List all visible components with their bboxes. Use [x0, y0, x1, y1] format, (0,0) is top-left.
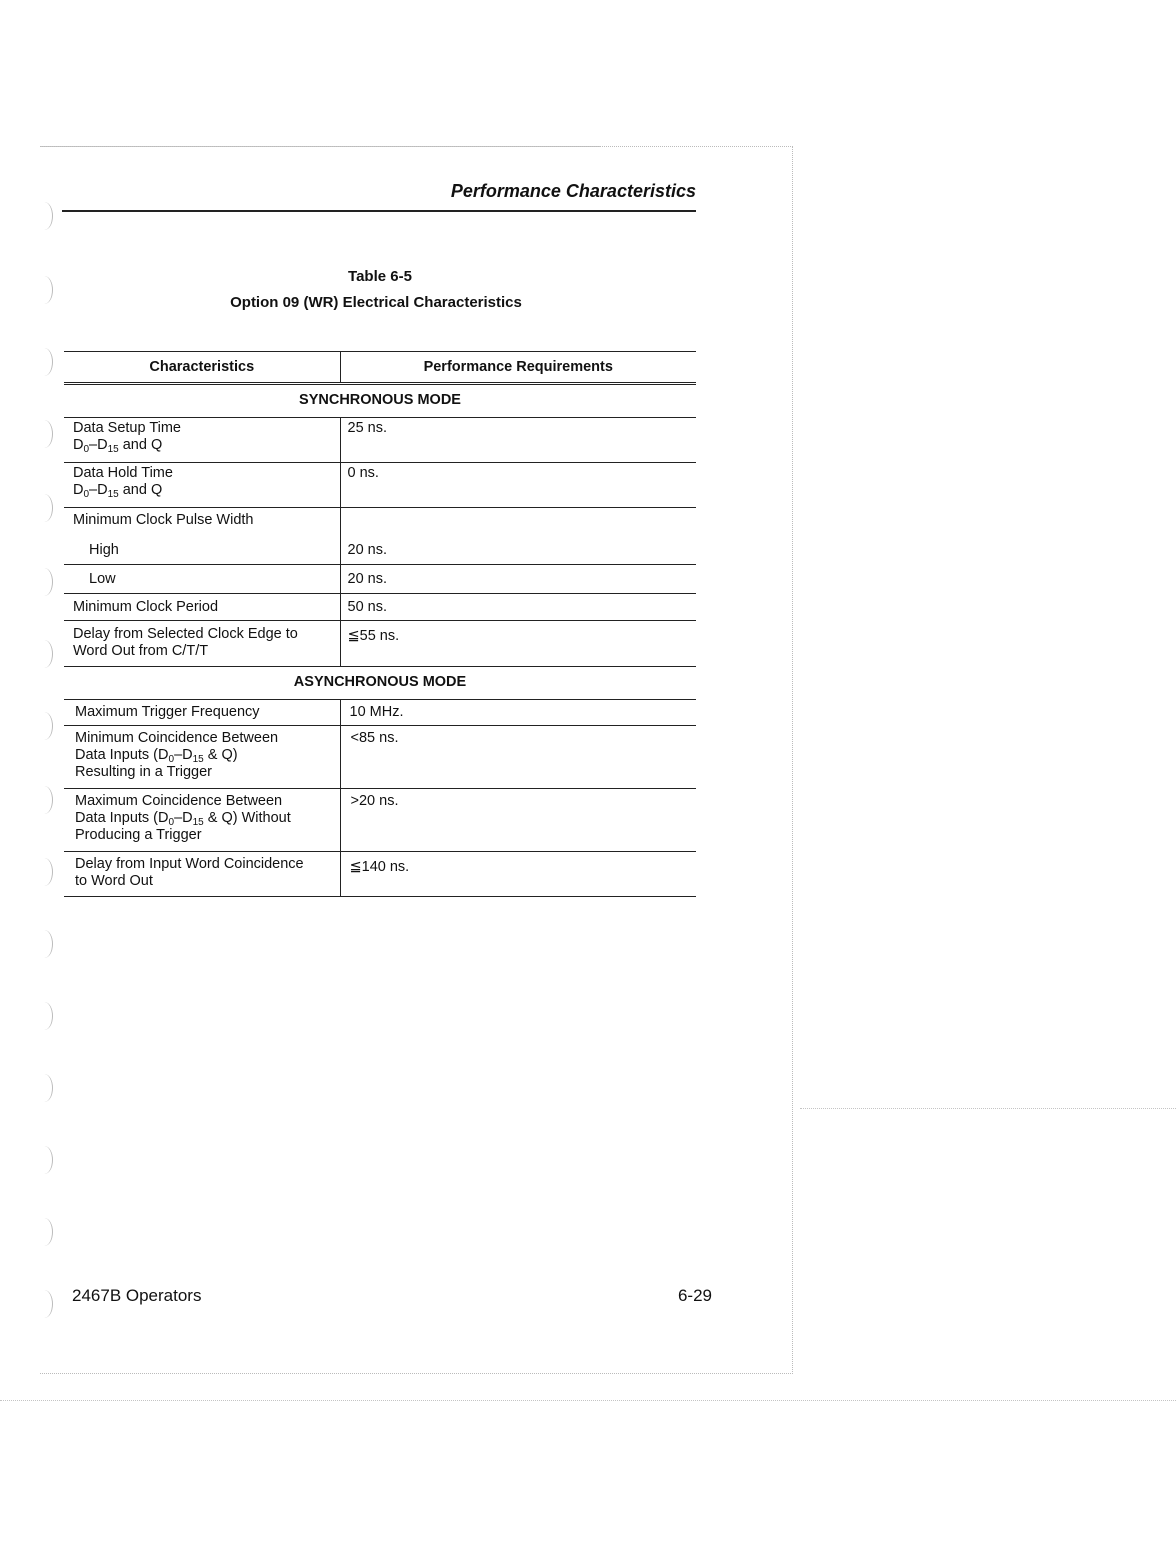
subscript: 0	[168, 817, 175, 828]
table-row	[64, 789, 696, 852]
char-text: D	[73, 482, 84, 498]
column-header-characteristics: Characteristics	[64, 352, 340, 384]
char-cell: Maximum Trigger Frequency	[64, 700, 340, 726]
binder-hole	[36, 1146, 53, 1174]
header-rule	[62, 210, 696, 212]
char-text: Producing a Trigger	[75, 827, 202, 843]
subscript: 0	[83, 444, 90, 455]
char-cell	[64, 418, 340, 463]
char-text: Delay from Input Word Coincidence	[75, 856, 304, 872]
footer-manual-title: 2467B Operators	[72, 1286, 202, 1305]
char-cell	[64, 789, 340, 852]
binder-hole	[36, 712, 53, 740]
binder-hole	[36, 1002, 53, 1030]
subscript: 0	[83, 489, 90, 500]
scan-edge-bottom	[0, 1400, 1176, 1401]
char-text: & Q) Without	[203, 810, 291, 826]
char-text: –D	[89, 437, 108, 453]
char-text: Resulting in a Trigger	[75, 764, 213, 780]
binder-hole	[36, 276, 53, 304]
char-text: D	[73, 437, 84, 453]
table-row	[64, 463, 696, 508]
subscript: 15	[107, 444, 119, 455]
binder-hole	[36, 858, 53, 886]
binder-hole	[36, 420, 53, 448]
req-cell	[340, 508, 696, 537]
char-text: Maximum Coincidence Between	[75, 793, 283, 809]
binder-hole	[36, 640, 53, 668]
char-cell: Minimum Clock Period	[64, 594, 340, 621]
char-text: –D	[174, 810, 193, 826]
table-row	[64, 565, 696, 594]
char-text: –D	[174, 747, 193, 763]
subscript: 0	[168, 754, 175, 765]
table-row	[64, 594, 696, 621]
req-cell: 50 ns.	[340, 594, 696, 621]
table-row	[64, 700, 696, 726]
section-row-synchronous	[64, 384, 696, 418]
char-cell: Low	[64, 565, 340, 594]
req-cell: 20 ns.	[340, 536, 696, 565]
char-text: Data Hold Time	[73, 465, 173, 481]
char-text: and Q	[118, 437, 163, 453]
req-cell: 0 ns.	[340, 463, 696, 508]
binder-hole	[36, 494, 53, 522]
table-row	[64, 621, 696, 667]
char-text: –D	[89, 482, 108, 498]
binder-hole	[36, 1290, 53, 1318]
binder-hole	[36, 930, 53, 958]
req-cell: <85 ns.	[340, 726, 696, 789]
char-cell	[64, 726, 340, 789]
subscript: 15	[192, 754, 204, 765]
footer-page-number: 6-29	[677, 1286, 712, 1305]
char-text: Data Inputs (D	[75, 810, 169, 826]
section-label: ASYNCHRONOUS MODE	[64, 667, 696, 700]
char-text: to Word Out	[75, 873, 153, 889]
section-row-asynchronous	[64, 667, 696, 700]
req-cell: 20 ns.	[340, 565, 696, 594]
binder-hole	[36, 348, 53, 376]
table-row	[64, 536, 696, 565]
char-cell: Minimum Clock Pulse Width	[64, 508, 340, 537]
char-text: Delay from Selected Clock Edge to	[73, 626, 298, 642]
table-row	[64, 418, 696, 463]
table-title: Option 09 (WR) Electrical Characteristics	[230, 294, 522, 311]
char-text: Data Inputs (D	[75, 747, 169, 763]
table-number: Table 6-5	[348, 268, 412, 285]
table-header-row	[64, 352, 696, 384]
char-cell	[64, 852, 340, 897]
char-cell	[64, 621, 340, 667]
req-cell: 25 ns.	[340, 418, 696, 463]
binder-hole	[36, 1074, 53, 1102]
binder-hole	[36, 202, 53, 230]
char-cell: High	[64, 536, 340, 565]
running-header: Performance Characteristics	[450, 181, 696, 201]
subscript: 15	[192, 817, 204, 828]
char-text: & Q)	[203, 747, 238, 763]
column-header-requirements: Performance Requirements	[340, 352, 696, 384]
char-text: Minimum Coincidence Between	[75, 730, 279, 746]
char-text: Word Out from C/T/T	[73, 643, 209, 659]
req-cell: ≦55 ns.	[340, 621, 696, 667]
req-cell: >20 ns.	[340, 789, 696, 852]
characteristics-table	[64, 351, 696, 897]
binder-hole	[36, 1218, 53, 1246]
scan-edge-mid	[800, 1108, 1176, 1109]
section-label: SYNCHRONOUS MODE	[64, 384, 696, 418]
table-row	[64, 852, 696, 897]
binder-hole	[36, 786, 53, 814]
subscript: 15	[107, 489, 119, 500]
table-row	[64, 726, 696, 789]
req-cell: ≦140 ns.	[340, 852, 696, 897]
char-text: Data Setup Time	[73, 420, 181, 436]
table-row	[64, 508, 696, 537]
char-text: and Q	[118, 482, 163, 498]
req-cell: 10 MHz.	[340, 700, 696, 726]
binder-hole	[36, 568, 53, 596]
char-cell	[64, 463, 340, 508]
